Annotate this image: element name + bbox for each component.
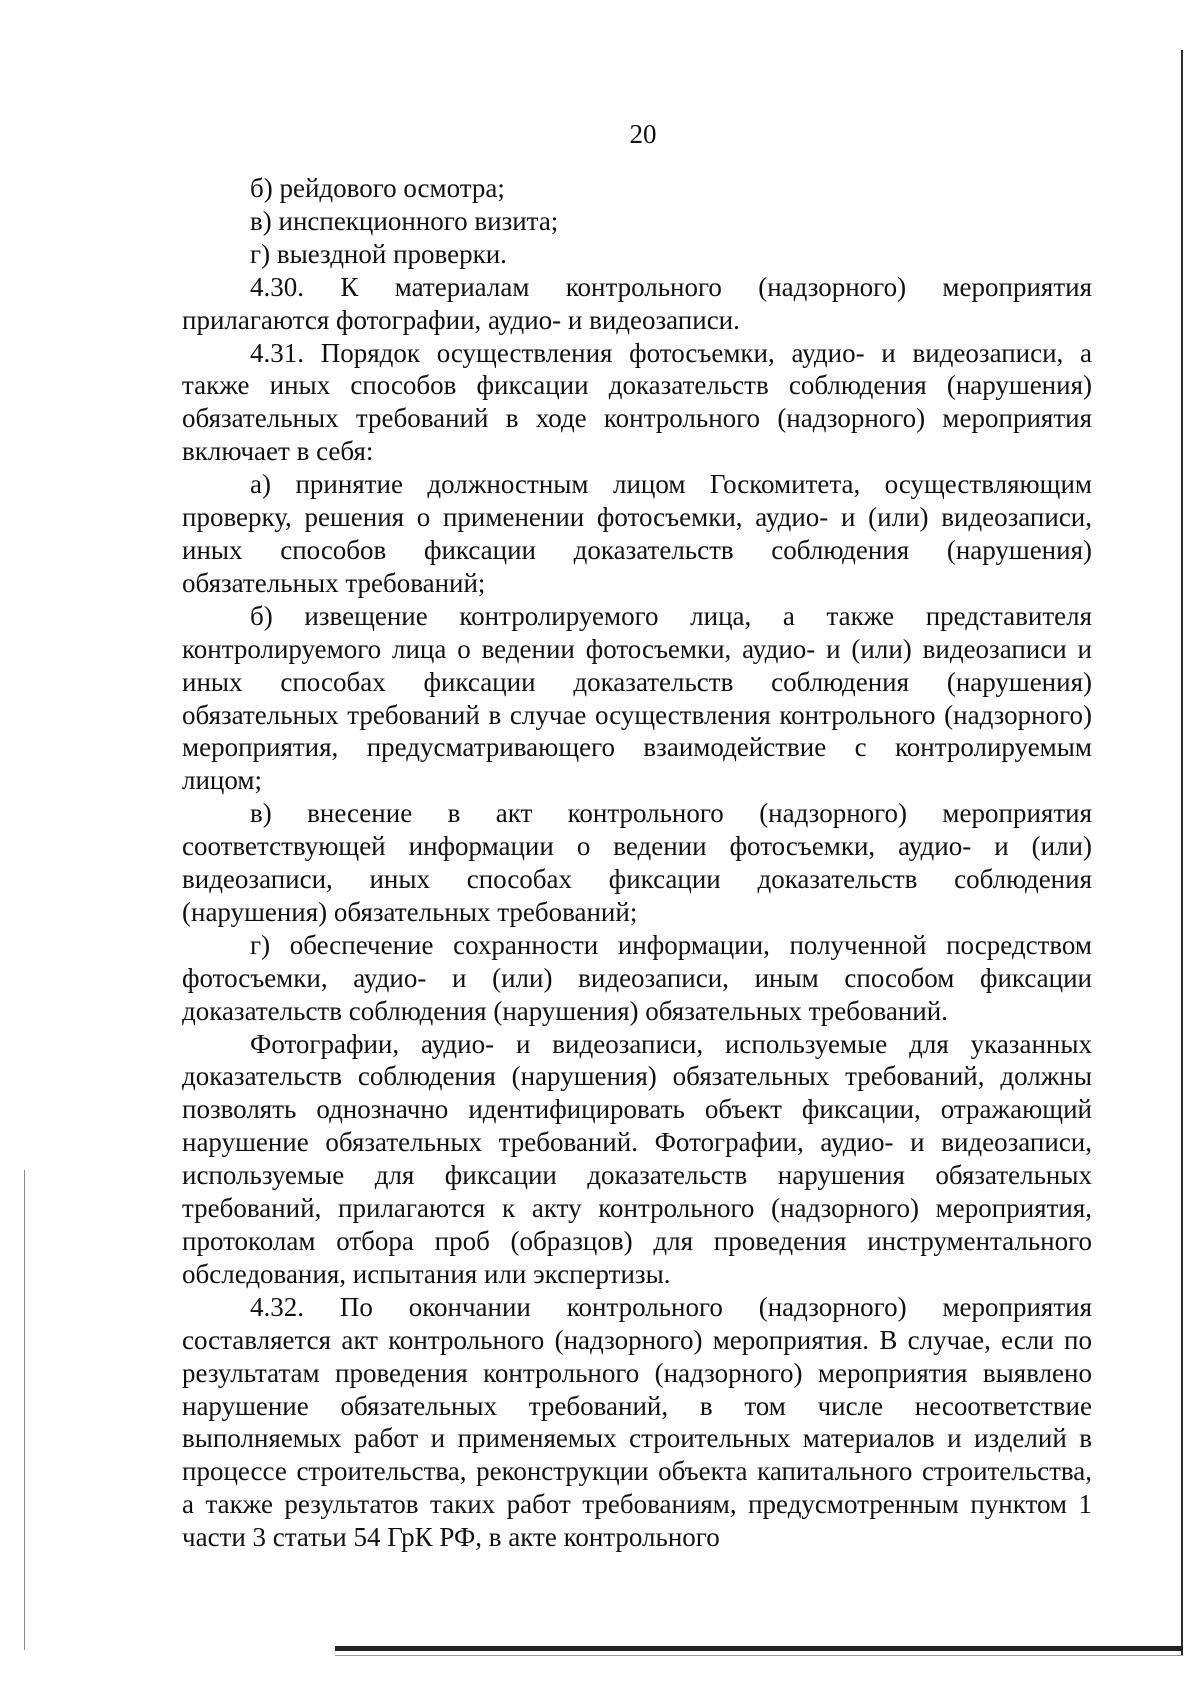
- paragraph-list-item-v: в) инспекционного визита;: [250, 205, 559, 236]
- scan-edge-left: [24, 1170, 25, 1650]
- paragraph-4-31-a: а) принятие должностным лицом Госкомитета, осуществляющим проверку, решения о применении фотосъемки, аудио- и (или) видеозаписи, иных способов фиксации доказательств соблюдения (нарушения) обязательных требований;: [182, 469, 1092, 598]
- paragraph-list-item-g: г) выездной проверки.: [250, 238, 507, 269]
- paragraph-4-31: 4.31. Порядок осуществления фотосъемки, аудио- и видеозаписи, а также иных способов фиксации доказательств соблюдения (нарушения) обязательных требований в ходе контрольного (надзорного) мероприятия включает в себя:: [182, 337, 1092, 467]
- paragraph-list-item-b: б) рейдового осмотра;: [250, 173, 505, 203]
- bottom-rule: [335, 1646, 1183, 1651]
- page-number: 20: [629, 119, 657, 149]
- bottom-rule-thin: [335, 1655, 1183, 1656]
- paragraph-4-31-v: в) внесение в акт контрольного (надзорного) мероприятия соответствующей информации о ведении фотосъемки, аудио- и (или) видеозаписи, иных способах фиксации доказательств соблюдения (нарушения) обязательных требований;: [182, 798, 1092, 927]
- paragraph-photos: Фотографии, аудио- и видеозаписи, используемые для указанных доказательств соблюдения (нарушения) обязательных требований, должны позволять однозначно идентифицировать объект фиксации, отражающий нарушение обязательных требований. Фотографии, аудио- и видеозаписи, используемые для фиксации доказательств нарушения обязательных требований, прилагаются к акту контрольного (надзорного) мероприятия, протоколам отбора проб (образцов) для проведения инструментального обследования, испытания или экспертизы.: [182, 1028, 1092, 1289]
- paragraph-4-31-g: г) обеспечение сохранности информации, полученной посредством фотосъемки, аудио- и (или) видеозаписи, иным способом фиксации доказательств соблюдения (нарушения) обязательных требований.: [182, 929, 1092, 1026]
- paragraph-4-32: 4.32. По окончании контрольного (надзорного) мероприятия составляется акт контрольного (надзорного) мероприятия. В случае, если по результатам проведения контрольного (надзорного) мероприятия выявлено нарушение обязательных требований, в том числе несоответствие выполняемых работ и применяемых строительных материалов и изделий в процессе строительства, реконструкции объекта капитального строительства, а также результатов таких работ требованиям, предусмотренным пунктом 1 части 3 статьи 54 ГрК РФ, в акте контрольного: [182, 1291, 1092, 1553]
- paragraph-4-30: 4.30. К материалам контрольного (надзорного) мероприятия прилагаются фотографии, аудио- и видеозаписи.: [182, 271, 1092, 335]
- scan-edge-right: [1181, 50, 1183, 1655]
- document-body: [182, 172, 1092, 1554]
- paragraph-4-31-b: б) извещение контролируемого лица, а также представителя контролируемого лица о ведении фотосъемки, аудио- и (или) видеозаписи и иных способах фиксации доказательств соблюдения (нарушения) обязательных требований в случае осуществления контрольного (надзорного) мероприятия, предусматривающего взаимодействие с контролируемым лицом;: [182, 600, 1092, 796]
